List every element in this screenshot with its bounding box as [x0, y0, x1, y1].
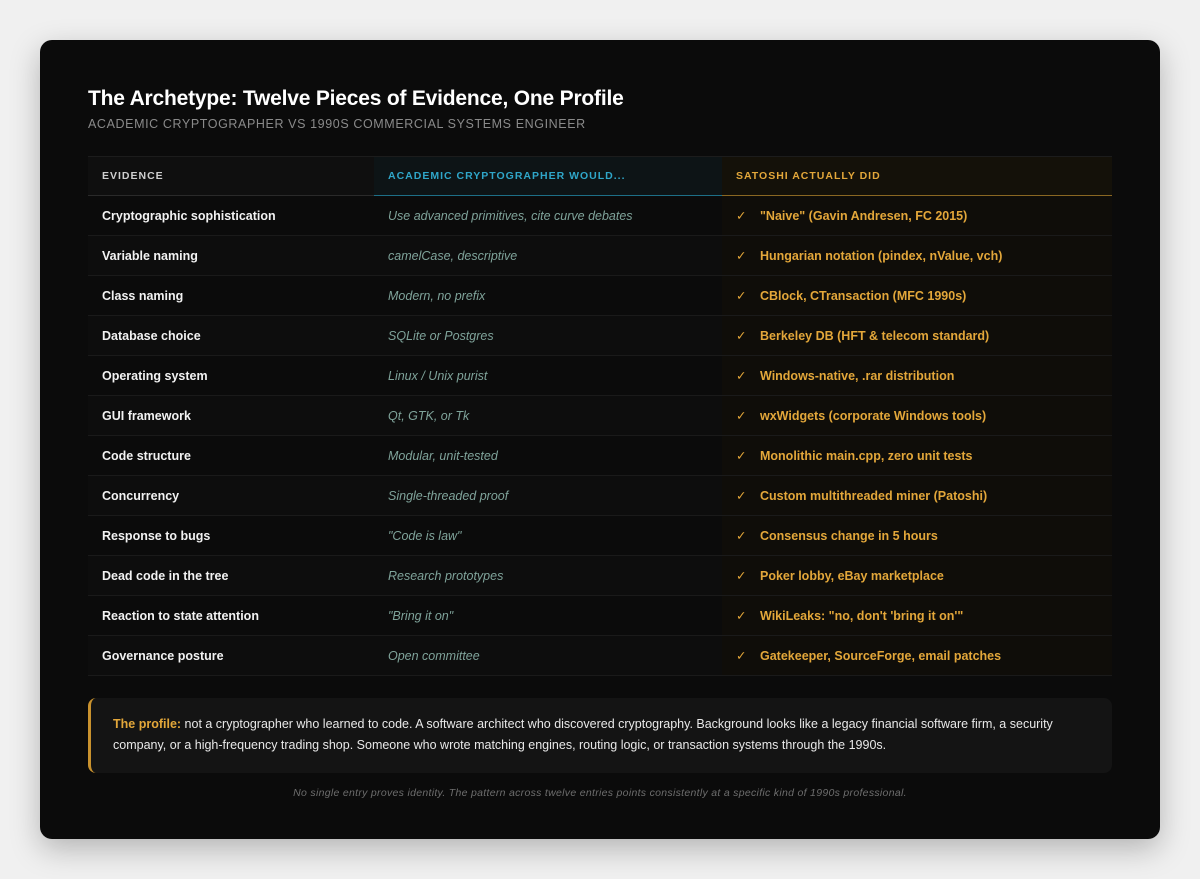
satoshi-text: wxWidgets (corporate Windows tools) — [760, 409, 987, 423]
footnote: No single entry proves identity. The pattern across twelve entries points consistently at a specific kind of 1990s professional. — [293, 787, 907, 799]
profile-label: The profile: — [113, 717, 182, 731]
check-icon: ✓ — [736, 569, 747, 583]
academic-cell: Single-threaded proof — [374, 476, 722, 516]
profile-text: not a cryptographer who learned to code. A software architect who discovered cryptography. Background looks like a legacy financial software firm, a security company, or a high-frequency trading shop. Someone who wrote matching engines, routing logic, or transaction systems through the 1990s. — [113, 717, 1053, 752]
header-satoshi: SATOSHI ACTUALLY DID — [722, 157, 1112, 196]
satoshi-text: Berkeley DB (HFT & telecom standard) — [760, 329, 990, 343]
evidence-cell: Governance posture — [88, 636, 374, 676]
satoshi-text: Gatekeeper, SourceForge, email patches — [760, 649, 1002, 663]
table-row — [88, 276, 1112, 316]
evidence-cell: Code structure — [88, 436, 374, 476]
check-icon: ✓ — [736, 369, 747, 383]
check-icon: ✓ — [736, 609, 747, 623]
academic-cell: Qt, GTK, or Tk — [374, 396, 722, 436]
table-row — [88, 556, 1112, 596]
table-row — [88, 516, 1112, 556]
table-header-row — [88, 157, 1112, 196]
academic-cell: SQLite or Postgres — [374, 316, 722, 356]
check-icon: ✓ — [736, 529, 747, 543]
check-icon: ✓ — [736, 209, 747, 223]
check-icon: ✓ — [736, 409, 747, 423]
evidence-cell: Database choice — [88, 316, 374, 356]
evidence-cell: Operating system — [88, 356, 374, 396]
table-row — [88, 356, 1112, 396]
table-row — [88, 396, 1112, 436]
archetype-card — [40, 40, 1160, 839]
evidence-cell: Cryptographic sophistication — [88, 196, 374, 236]
evidence-table — [88, 156, 1112, 676]
academic-cell: camelCase, descriptive — [374, 236, 722, 276]
table-row — [88, 476, 1112, 516]
table-row — [88, 196, 1112, 236]
satoshi-cell — [722, 556, 1112, 596]
evidence-cell: Class naming — [88, 276, 374, 316]
academic-cell: Research prototypes — [374, 556, 722, 596]
evidence-cell: Response to bugs — [88, 516, 374, 556]
table-row — [88, 236, 1112, 276]
satoshi-text: Windows-native, .rar distribution — [760, 369, 955, 383]
table-row — [88, 436, 1112, 476]
satoshi-text: Custom multithreaded miner (Patoshi) — [760, 489, 988, 503]
satoshi-cell — [722, 436, 1112, 476]
academic-cell: Linux / Unix purist — [374, 356, 722, 396]
academic-cell: Modular, unit-tested — [374, 436, 722, 476]
check-icon: ✓ — [736, 249, 747, 263]
check-icon: ✓ — [736, 649, 747, 663]
satoshi-cell — [722, 636, 1112, 676]
satoshi-cell — [722, 476, 1112, 516]
evidence-cell: GUI framework — [88, 396, 374, 436]
academic-cell: "Code is law" — [374, 516, 722, 556]
academic-cell: "Bring it on" — [374, 596, 722, 636]
satoshi-cell — [722, 596, 1112, 636]
check-icon: ✓ — [736, 489, 747, 503]
check-icon: ✓ — [736, 449, 747, 463]
satoshi-text: Monolithic main.cpp, zero unit tests — [760, 449, 973, 463]
satoshi-text: Poker lobby, eBay marketplace — [760, 569, 944, 583]
satoshi-cell — [722, 196, 1112, 236]
page-title: The Archetype: Twelve Pieces of Evidence, One Profile — [88, 87, 624, 110]
table-row — [88, 596, 1112, 636]
satoshi-text: WikiLeaks: "no, don't 'bring it on'" — [760, 609, 964, 623]
satoshi-cell — [722, 516, 1112, 556]
satoshi-text: Consensus change in 5 hours — [760, 529, 938, 543]
satoshi-cell — [722, 236, 1112, 276]
page-subtitle: ACADEMIC CRYPTOGRAPHER VS 1990S COMMERCIAL SYSTEMS ENGINEER — [88, 117, 586, 131]
satoshi-text: CBlock, CTransaction (MFC 1990s) — [760, 289, 967, 303]
evidence-cell: Variable naming — [88, 236, 374, 276]
satoshi-text: "Naive" (Gavin Andresen, FC 2015) — [760, 209, 968, 223]
academic-cell: Modern, no prefix — [374, 276, 722, 316]
satoshi-cell — [722, 276, 1112, 316]
table-row — [88, 316, 1112, 356]
satoshi-text: Hungarian notation (pindex, nValue, vch) — [760, 249, 1003, 263]
academic-cell: Use advanced primitives, cite curve debates — [374, 196, 722, 236]
satoshi-cell — [722, 396, 1112, 436]
header-evidence: EVIDENCE — [88, 157, 374, 196]
satoshi-cell — [722, 316, 1112, 356]
evidence-cell: Dead code in the tree — [88, 556, 374, 596]
table-row — [88, 636, 1112, 676]
academic-cell: Open committee — [374, 636, 722, 676]
check-icon: ✓ — [736, 329, 747, 343]
profile-callout — [88, 698, 1112, 773]
evidence-cell: Concurrency — [88, 476, 374, 516]
header-academic: ACADEMIC CRYPTOGRAPHER WOULD... — [374, 157, 722, 196]
evidence-cell: Reaction to state attention — [88, 596, 374, 636]
satoshi-cell — [722, 356, 1112, 396]
check-icon: ✓ — [736, 289, 747, 303]
